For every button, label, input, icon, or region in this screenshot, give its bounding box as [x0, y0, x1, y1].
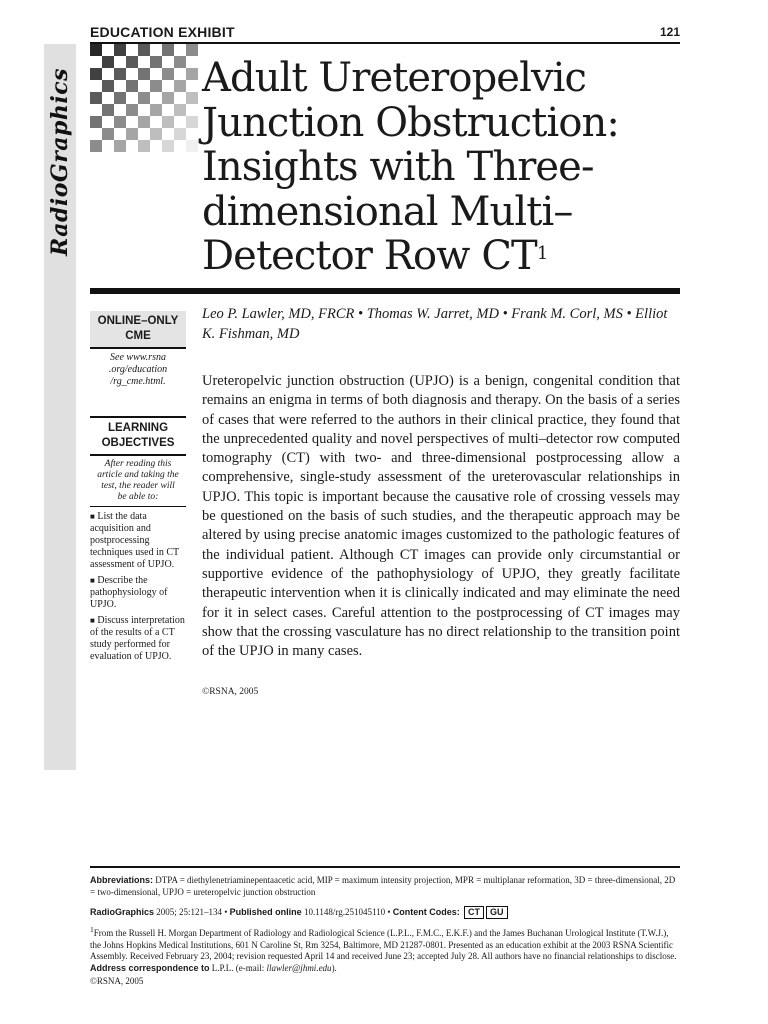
bullet-icon: ■: [90, 576, 95, 585]
checker-cell: [102, 80, 114, 92]
citation-details: 2005; 25:121–134 •: [154, 907, 230, 917]
objectives-intro-rule: [90, 506, 186, 507]
bullet-icon: ■: [90, 512, 95, 521]
correspondence-email[interactable]: llawler@jhmi.edu: [266, 962, 332, 973]
checker-cell: [162, 44, 174, 56]
checker-cell: [150, 128, 162, 140]
checker-cell: [126, 56, 138, 68]
checker-cell: [186, 116, 198, 128]
checker-cell: [126, 80, 138, 92]
checker-cell: [102, 128, 114, 140]
objective-text: List the data acquisition and postprocessing techniques used in CT assessment of UPJO.: [90, 511, 179, 570]
footer-rule: [90, 866, 680, 868]
checker-cell: [114, 44, 126, 56]
objective-item: [90, 575, 186, 611]
objective-item: [90, 511, 186, 571]
published-label: Published online: [229, 907, 302, 917]
affiliation: [90, 924, 680, 974]
checker-cell: [138, 116, 150, 128]
checker-cell: [162, 68, 174, 80]
checker-cell: [186, 140, 198, 152]
bullet-icon: ■: [90, 616, 95, 625]
checker-cell: [90, 68, 102, 80]
correspondence-end: ).: [331, 962, 337, 973]
author-list: Leo P. Lawler, MD, FRCR • Thomas W. Jarret, MD • Frank M. Corl, MS • Elliot K. Fishman, MD: [202, 306, 668, 342]
checker-cell: [174, 104, 186, 116]
abstract: Ureteropelvic junction obstruction (UPJO) is a benign, congenital condition that remains an enigma in terms of both diagnosis and therapy. On the basis of a series of cases that were referred to the authors in their clinical practice, they found that the unprecedented quality and novel perspectives of multi–detector row computed tomography (CT) with two- and three-dimensional postprocessing allow a comprehensive, single-study assessment of the ureterovascular relationships in UPJO. This topic is important because the causative role of crossing vessels may be questioned on the basis of such studies, and the therapeutic approach may be altered by using precise anatomic images customized to the pathologic features of the individual patient. Although CT images can provide only circumstantial or supportive evidence of the pathophysiology of UPJO, they greatly facilitate therapeutic intervention when it is clinically indicated and may eliminate the need for it in select cases. Careful attention to the postprocessing of CT images may show that the crossing vasculature has no direct relationship to the transition point of the UPJO in many cases.: [202, 373, 680, 660]
content-code-badge: GU: [486, 906, 508, 919]
correspondence-name: L.P.L. (e-mail:: [209, 962, 267, 973]
objectives-intro: After reading this article and taking the test, the reader will be able to:: [97, 459, 179, 502]
checker-cell: [114, 140, 126, 152]
checker-cell: [174, 56, 186, 68]
objective-text: Discuss interpretation of the results of a CT study performed for evaluation of UPJO.: [90, 615, 185, 662]
cme-link-text[interactable]: See www.rsna .org/education /rg_cme.html.: [108, 352, 168, 387]
checker-cell: [174, 128, 186, 140]
affiliation-text: From the Russell H. Morgan Department of Radiology and Radiological Science (L.P.L., F.M.C., E.K.F.) and the James Buchanan Urological Institute (T.W.J.), the Johns Hopkins Medical Institutions, 601 N Caroline St, Rm 3254, Baltimore, MD 21287-0801. Presented as an education exhibit at the 2003 RSNA Scientific Assembly. Received February 23, 2004; revision requested April 14 and received June 23; accepted July 28. All authors have no financial relationships to disclose.: [90, 928, 677, 961]
checker-cell: [126, 104, 138, 116]
abbreviations-text: DTPA = diethylenetriaminepentaacetic acid, MIP = maximum intensity projection, MPR = multiplanar reformation, 3D = three-dimensional, 2D = two-dimensional, UPJO = ureteropelvic junction obstruction: [90, 875, 676, 897]
cme-box: [90, 311, 186, 391]
correspondence-label: Address correspondence to: [90, 962, 210, 973]
article-title: [202, 56, 680, 279]
checker-cell: [90, 140, 102, 152]
checker-cell: [186, 68, 198, 80]
abbreviations: [90, 875, 680, 898]
abstract-copyright: ©RSNA, 2005: [202, 687, 259, 697]
checker-cell: [186, 92, 198, 104]
checker-cell: [138, 44, 150, 56]
checker-cell: [162, 92, 174, 104]
checker-cell: [90, 92, 102, 104]
article-title-text: Adult Ureteropelvic Junction Obstruction: Insights with Three-dimensional Multi–Detector Row CT: [202, 55, 619, 279]
section-label: EDUCATION EXHIBIT: [90, 24, 235, 40]
doi[interactable]: 10.1148/rg.251045110 •: [301, 907, 393, 917]
checker-cell: [162, 116, 174, 128]
checker-cell: [138, 68, 150, 80]
objectives-heading: LEARNING OBJECTIVES: [101, 422, 175, 449]
citation-journal: RadioGraphics: [90, 907, 155, 917]
checker-cell: [162, 140, 174, 152]
journal-logo: RadioGraphics: [47, 67, 73, 257]
checker-cell: [150, 56, 162, 68]
checker-cell: [102, 56, 114, 68]
abbreviations-label: Abbreviations:: [90, 875, 154, 885]
checker-cell: [114, 68, 126, 80]
checker-cell: [90, 116, 102, 128]
objectives-box: [90, 416, 186, 663]
content-code-badge: CT: [464, 906, 484, 919]
checker-cell: [90, 44, 102, 56]
affiliation-footnote-mark: 1: [90, 925, 94, 934]
objective-item: [90, 615, 186, 663]
objective-text: Describe the pathophysiology of UPJO.: [90, 575, 168, 610]
checker-cell: [114, 116, 126, 128]
decorative-checker-pattern: [90, 44, 198, 152]
checker-cell: [114, 92, 126, 104]
checker-cell: [150, 104, 162, 116]
content-codes-label: Content Codes:: [392, 907, 460, 917]
title-footnote-mark: 1: [536, 243, 548, 264]
citation-line: [90, 906, 680, 919]
checker-cell: [174, 80, 186, 92]
checker-cell: [126, 128, 138, 140]
cme-heading: ONLINE–ONLY CME: [90, 311, 186, 347]
checker-cell: [186, 44, 198, 56]
title-rule: [90, 288, 680, 294]
checker-cell: [138, 140, 150, 152]
checker-cell: [102, 104, 114, 116]
footer-copyright: ©RSNA, 2005: [90, 976, 144, 986]
page-number: 121: [659, 25, 680, 39]
checker-cell: [138, 92, 150, 104]
checker-cell: [150, 80, 162, 92]
